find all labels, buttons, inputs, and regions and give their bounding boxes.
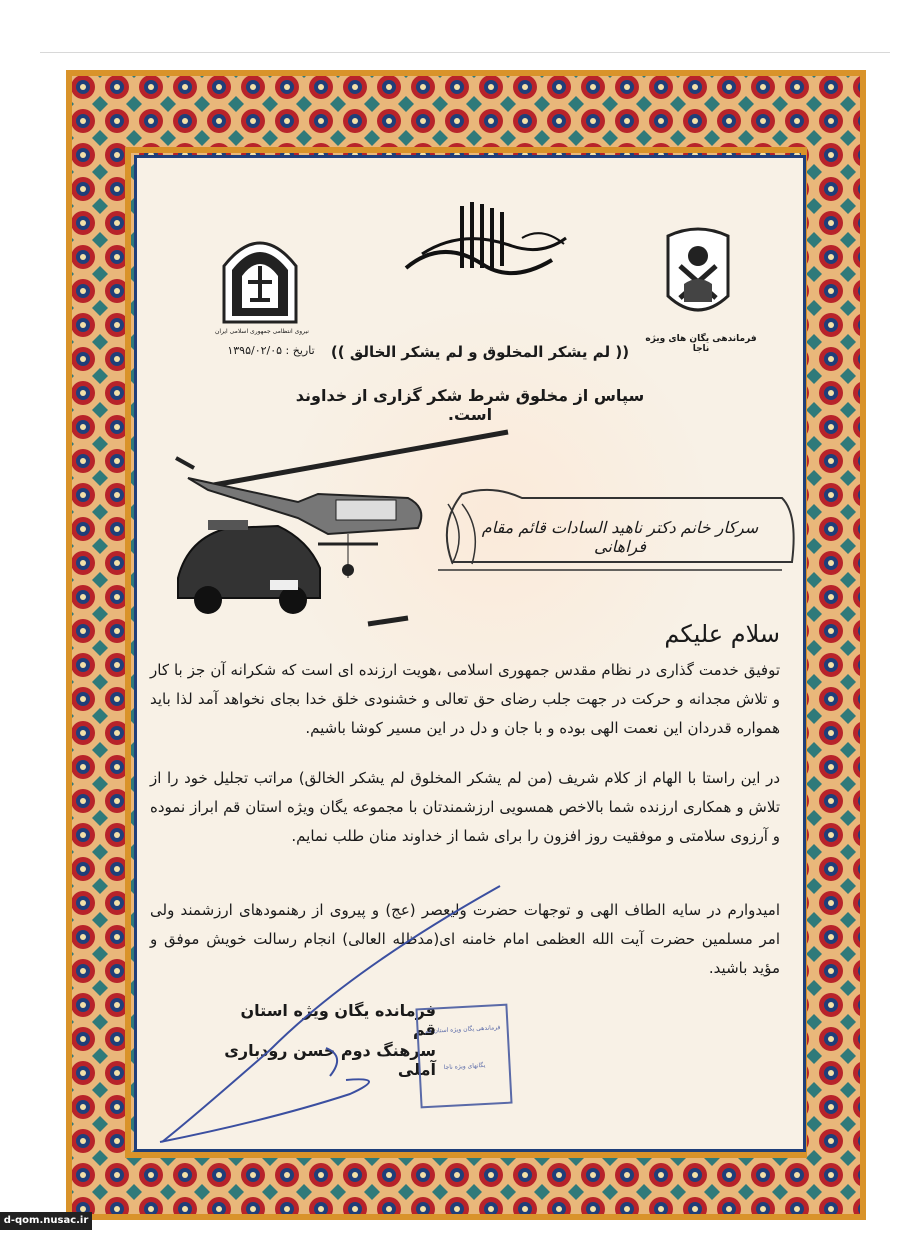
signatory-name: سرهنگ دوم حسن رودباری آملی bbox=[224, 1041, 436, 1079]
bismillah-calligraphy-icon bbox=[402, 198, 572, 290]
source-watermark: d-qom.nusac.ir bbox=[0, 1212, 92, 1230]
certificate-date: تاریخ : ۱۳۹۵/۰۲/۰۵ bbox=[227, 344, 315, 357]
handwritten-signature bbox=[150, 880, 510, 1150]
left-emblem-label: نیروی انتظامی جمهوری اسلامی ایران bbox=[215, 328, 309, 335]
certificate-subtitle: سپاس از مخلوق شرط شکر گزاری از خداوند است. bbox=[295, 386, 645, 424]
body-paragraph-3: امیدوارم در سایه الطاف الهی و توجهات حضرت ولیعصر (عج) و پیروی از رهنمودهای ارزشمند ولی امر مسلمین حضرت آیت الله العظمی امام خامنه ای(مدظله العالی) انجام رسالت خویش موفق و مؤید باشید. bbox=[150, 901, 780, 977]
body-paragraph-1: توفیق خدمت گذاری در نظام مقدس جمهوری اسلامی ،هویت ارزنده ای است که شکرانه آن جز با کار و تلاش مجدانه و حرکت در جهت جلب رضای حق تعالی و خشنودی خلق خدا بجای نخواهد آمد لذا باید همواره قدردان این نعمت الهی بوده و با جان و دل در این مسیر کوشا باشیم. bbox=[150, 661, 780, 737]
police-emblem-icon bbox=[220, 226, 300, 326]
header-quote: (( لم یشکر المخلوق و لم یشکر الخالق )) bbox=[330, 343, 630, 361]
right-emblem-label: فرماندهی یگان های ویژه ناجا bbox=[645, 334, 757, 354]
recipient-name: سرکار خانم دکتر ناهید السادات قائم مقام فراهانی bbox=[481, 518, 759, 556]
scan-edge-line bbox=[40, 52, 890, 53]
signatory-title: فرمانده یگان ویژه استان قم bbox=[240, 1001, 436, 1039]
stamp-line-1: فرماندهی یگان ویژه استان قم bbox=[424, 1024, 501, 1036]
stamp-line-2: یگانهای ویژه ناجا bbox=[443, 1061, 486, 1072]
body-paragraph-2: در این راستا با الهام از کلام شریف (من لم یشکر المخلوق لم یشکر الخالق) مراتب تجلیل خود را از تلاش و همکاری ارزنده شما بالاخص همسویی ارزشمندتان با مجموعه یگان ویژه استان قم ابراز نموده و آرزوی سلامتی و موفقیت روز افزون را برای شما از خداوند منان طلب نمایم. bbox=[150, 769, 780, 845]
greeting: سلام علیکم bbox=[664, 620, 780, 648]
special-units-emblem-icon bbox=[662, 226, 734, 326]
